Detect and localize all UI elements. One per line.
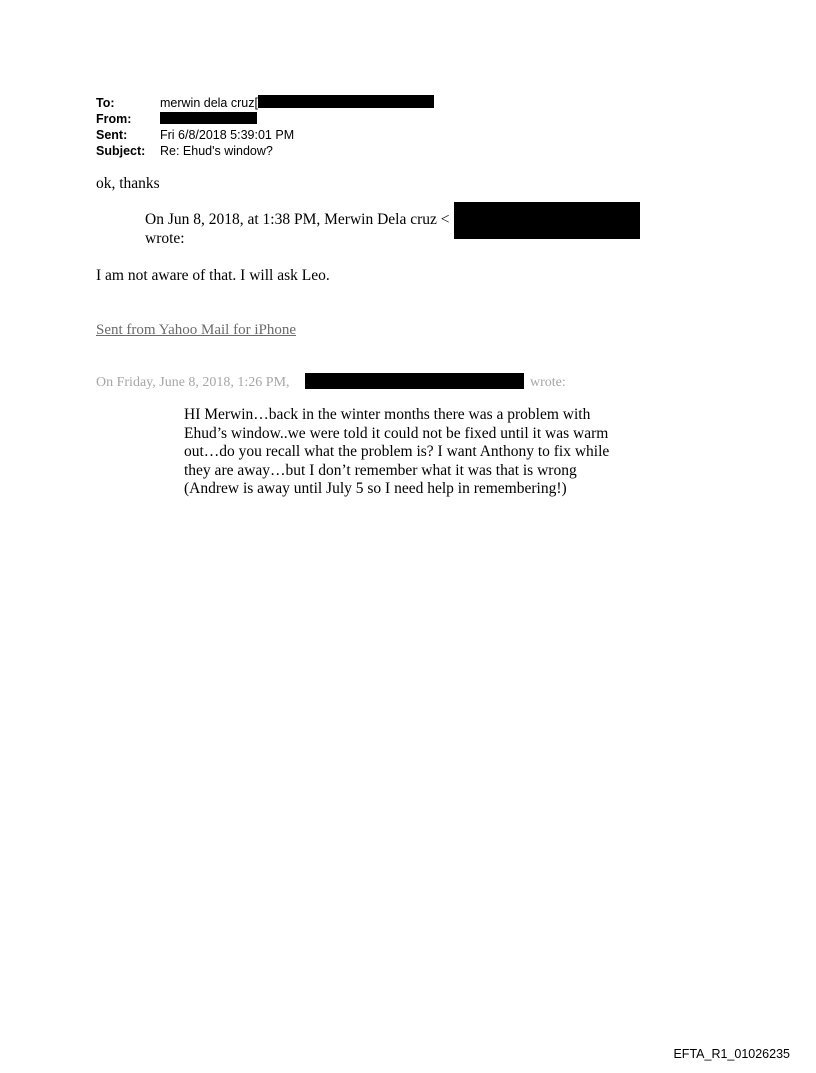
quote1-line2: wrote: <box>145 230 185 247</box>
to-value <box>160 95 434 111</box>
message2-text: I am not aware of that. I will ask Leo. <box>96 267 330 284</box>
from-label: From: <box>96 112 132 126</box>
yahoo-mail-signature-link[interactable]: Sent from Yahoo Mail for iPhone <box>96 322 296 338</box>
reply-text: ok, thanks <box>96 175 160 192</box>
from-value <box>160 111 257 127</box>
sent-label: Sent: <box>96 128 128 142</box>
original-message-body <box>184 406 644 499</box>
redaction-to-email <box>258 95 434 108</box>
quote2-suffix: wrote: <box>530 375 566 390</box>
subject-value: Re: Ehud's window? <box>160 144 273 158</box>
quote1-line1: On Jun 8, 2018, at 1:38 PM, Merwin Dela cruz < <box>145 211 450 228</box>
redaction-from <box>160 112 257 124</box>
original-line: they are away…but I don’t remember what it was that is wrong <box>184 461 577 479</box>
redaction-sender <box>305 373 524 389</box>
redaction-merwin-email <box>454 202 640 239</box>
to-label: To: <box>96 96 115 110</box>
original-line: Ehud’s window..we were told it could not be fixed until it was warm <box>184 424 609 442</box>
subject-label: Subject: <box>96 144 146 158</box>
sent-value: Fri 6/8/2018 5:39:01 PM <box>160 128 295 142</box>
original-line: (Andrew is away until July 5 so I need help in remembering!) <box>184 480 567 497</box>
to-name: merwin dela cruz[ <box>160 96 258 110</box>
original-line: HI Merwin…back in the winter months there was a problem with <box>184 406 591 423</box>
original-line: out…do you recall what the problem is? I want Anthony to fix while <box>184 443 610 460</box>
quote2-prefix: On Friday, June 8, 2018, 1:26 PM, <box>96 375 290 390</box>
document-id: EFTA_R1_01026235 <box>673 1047 790 1061</box>
